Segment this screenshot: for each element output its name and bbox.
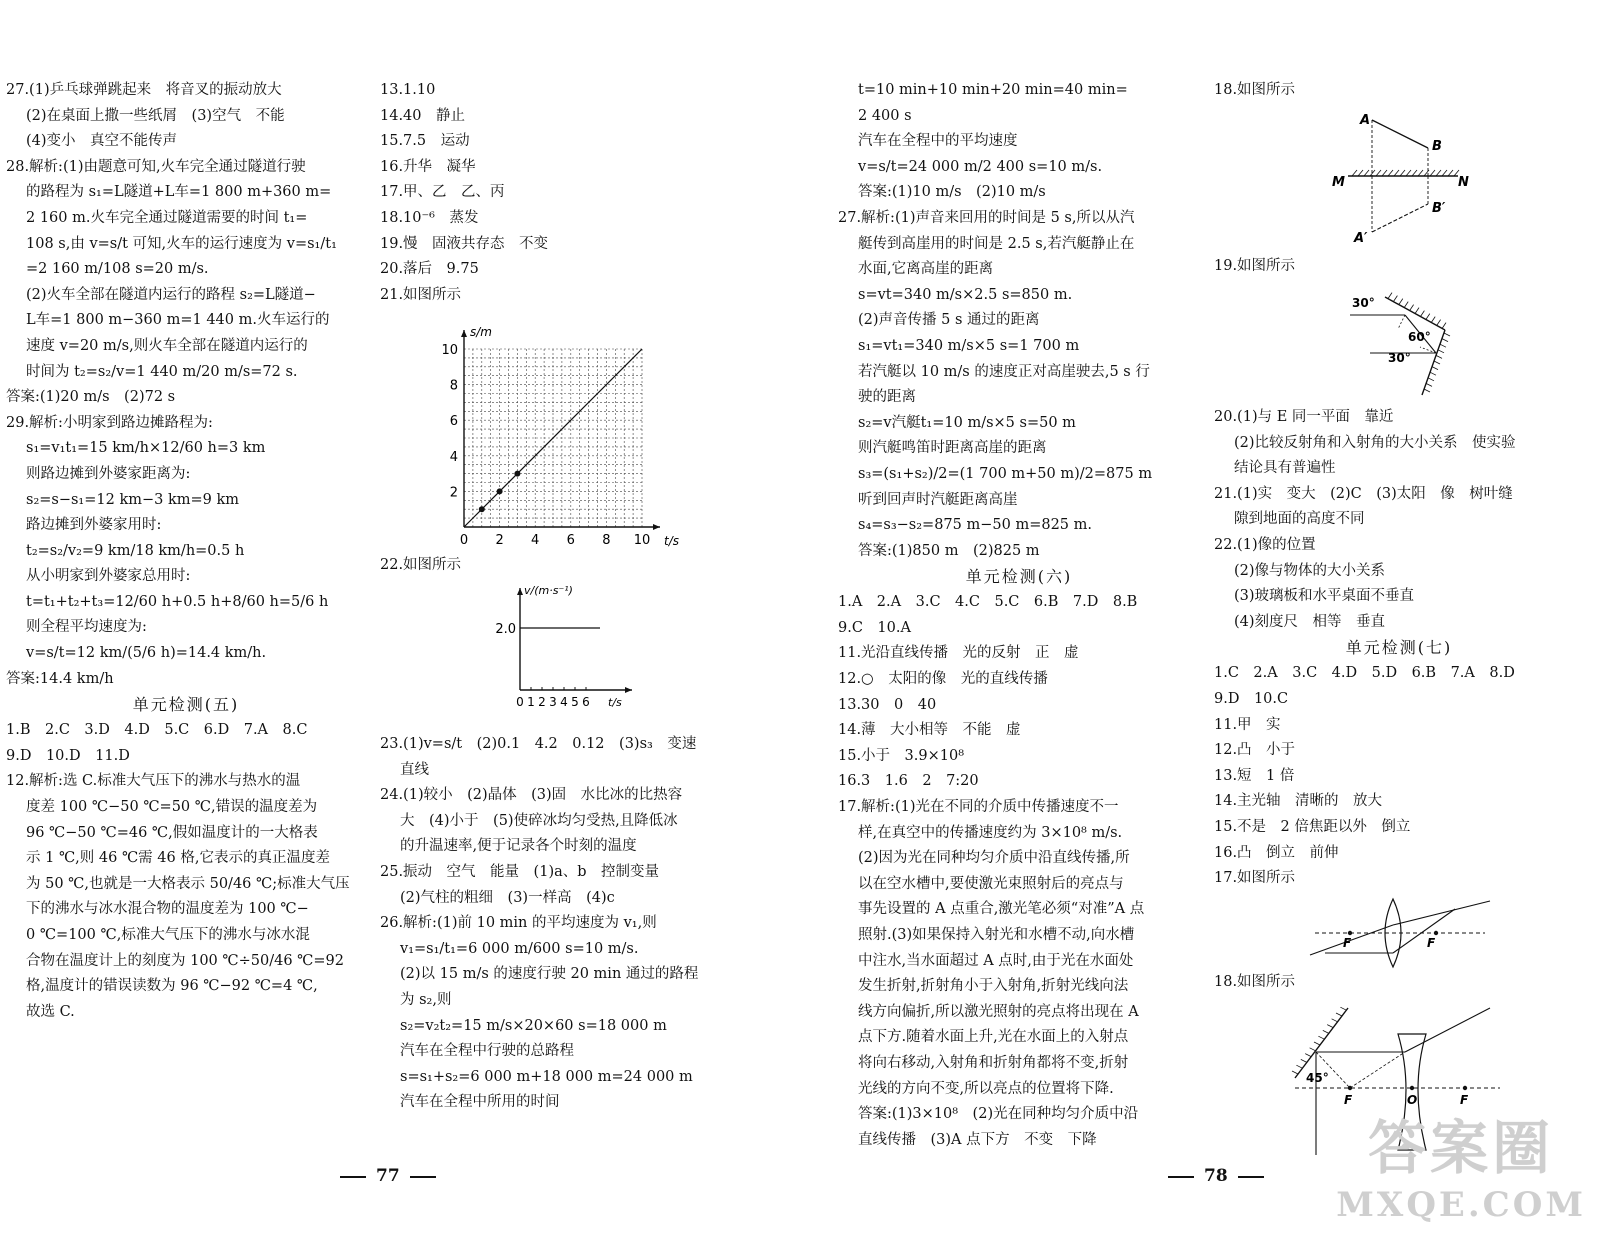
y-axis-arrow: [461, 330, 467, 337]
text-line: 答案:(1)20 m/s (2)72 s: [6, 389, 176, 406]
section-heading: 单元检测(七): [1345, 638, 1453, 658]
text-line: 发生折射,折射角小于入射角,折射光线向法: [858, 978, 1129, 995]
text-line: 结论具有普遍性: [1234, 460, 1336, 477]
data-point: [514, 471, 520, 477]
text-line: 22.如图所示: [380, 557, 462, 573]
center-label: O: [1407, 1093, 1418, 1107]
text-line: 11.光沿直线传播 光的反射 正 虚: [838, 645, 1079, 662]
focus-label: F: [1427, 936, 1436, 950]
text-line: 17.如图所示: [1214, 870, 1296, 887]
text-line: 答案:(1)10 m/s (2)10 m/s: [858, 184, 1046, 201]
text-line: 则汽艇鸣笛时距离高崖的距离: [858, 440, 1047, 457]
text-line: 29.解析:小明家到路边摊路程为:: [6, 414, 213, 431]
label-M: M: [1332, 175, 1345, 190]
text-line: 26.解析:(1)前 10 min 的平均速度为 v₁,则: [380, 915, 657, 932]
text-line: 样,在真空中的传播速度约为 3×10⁸ m/s.: [858, 824, 1123, 841]
text-line: 27.解析:(1)声音来回用的时间是 5 s,所以从汽: [838, 209, 1135, 226]
mirror-hatch: [1410, 305, 1414, 311]
text-line: 光线的方向不变,所以亮点的位置将下降.: [858, 1080, 1114, 1097]
text-line: 24.(1)较小 (2)晶体 (3)固 水比冰的比热容: [380, 787, 683, 804]
text-line: 的路程为 s₁=L隧道+L车=1 800 m+360 m=: [26, 184, 332, 201]
text-line: 将向右移动,入射角和折射角都将不变,折射: [858, 1054, 1129, 1071]
text-line: 速度 v=20 m/s,则火车全部在隧道内运行的: [26, 337, 308, 354]
text-line: 18.10⁻⁶ 蒸发: [380, 209, 479, 226]
text-line: 1.A 2.A 3.C 4.C 5.C 6.B 7.D 8.B: [838, 594, 1138, 611]
mirror-hatch: [1382, 170, 1387, 176]
page-number-78: 78: [1158, 1166, 1274, 1186]
x-tick-label: 8: [602, 533, 611, 548]
x-tick-label: 5: [571, 695, 579, 709]
focus-point: [1348, 931, 1352, 935]
text-line: L车=1 800 m−360 m=1 440 m.火车运行的: [26, 312, 330, 329]
ray-1-out: [1393, 901, 1490, 925]
text-line: 则路边摊到外婆家距离为:: [26, 465, 191, 482]
text-line: 的升温速率,便于记录各个时刻的温度: [400, 838, 637, 855]
text-line: 直线: [400, 761, 429, 778]
x-tick-label: 0: [459, 533, 469, 548]
label-B-prime: B′: [1432, 201, 1446, 216]
angle-label: 30°: [1388, 351, 1411, 365]
text-line: 事先设置的 A 点重合,激光笔必须“对准”A 点: [858, 901, 1145, 918]
focus-point: [1434, 931, 1438, 935]
mirror-hatch: [1426, 314, 1430, 320]
label-A: A: [1360, 113, 1371, 128]
mirror-hatch: [1340, 1007, 1346, 1010]
x-tick-label: 4: [531, 533, 540, 548]
text-line: 1.C 2.A 3.C 4.D 5.D 6.B 7.A 8.D: [1214, 665, 1515, 682]
mirror-hatch: [1444, 333, 1450, 336]
text-line: 则全程平均速度为:: [26, 619, 147, 636]
text-line: 水面,它离高崖的距离: [858, 261, 994, 278]
text-line: 艇传到高崖用的时间是 2.5 s,若汽艇静止在: [858, 235, 1135, 252]
text-line: 格,温度计的错误读数为 96 ℃−92 ℃=4 ℃,: [26, 978, 318, 995]
text-line: =2 160 m/108 s=20 m/s.: [26, 261, 209, 278]
text-line: 大 (4)小于 (5)使碎冰均匀受热,且降低冰: [400, 812, 678, 829]
text-line: 中注水,当水面超过 A 点时,由于光在水面处: [858, 952, 1134, 969]
mirror-hatch: [1420, 311, 1424, 317]
st-graph: [436, 322, 679, 554]
mirror-hatch: [1400, 170, 1405, 176]
mirror-hatch: [1394, 170, 1399, 176]
mirror-hatch: [1432, 367, 1438, 370]
text-line: 15.小于 3.9×10⁸: [838, 747, 965, 764]
text-line: 2 400 s: [858, 107, 912, 124]
section-heading: 单元检测(五): [132, 695, 240, 715]
text-line: s₁=vt₁=340 m/s×5 s=1 700 m: [858, 337, 1080, 354]
text-line: 16.升华 凝华: [380, 158, 476, 175]
mirror-hatch: [1442, 323, 1446, 329]
text-line: s₃=(s₁+s₂)/2=(1 700 m+50 m)/2=875 m: [858, 465, 1153, 482]
text-line: 从小明家到外婆家总用时:: [26, 568, 191, 585]
text-line: t₂=s₂/v₂=9 km/18 km/h=0.5 h: [26, 542, 245, 559]
convex-lens-figure: [1305, 895, 1495, 970]
text-line: 12.凸 小于: [1214, 742, 1296, 759]
text-line: 13.30 0 40: [838, 696, 937, 713]
text-line: (2)在桌面上撒一些纸屑 (3)空气 不能: [26, 107, 285, 124]
ray-2-out: [1393, 909, 1455, 953]
text-line: 点下方.随着水面上升,光在水面上的入射点: [858, 1029, 1129, 1046]
value-label: 2.0: [495, 622, 516, 637]
mirror-hatch: [1310, 1048, 1316, 1051]
text-line: 21.(1)实 变大 (2)C (3)太阳 像 树叶缝: [1214, 485, 1513, 502]
mirror-hatch: [1436, 170, 1441, 176]
text-line: v₁=s₁/t₁=6 000 m/600 s=10 m/s.: [400, 940, 639, 957]
text-line: 答案:(1)3×10⁸ (2)光在同种均匀介质中沿: [858, 1106, 1139, 1123]
y-tick-label: 10: [441, 343, 458, 358]
ray-1: [1310, 925, 1393, 955]
text-line: 20.(1)与 E 同一平面 靠近: [1214, 409, 1394, 425]
extension-line: [1350, 1052, 1405, 1088]
mirror-hatch: [1436, 355, 1442, 358]
text-line: s₁=v₁t₁=15 km/h×12/60 h=3 km: [26, 440, 266, 457]
text-line: 以在空水槽中,要使激光束照射后的亮点与: [858, 875, 1124, 892]
mirror-hatch: [1438, 350, 1444, 353]
text-line: 为 50 ℃,也就是一大格表示 50/46 ℃;标准大气压: [26, 875, 350, 892]
mirror-hatch: [1336, 1013, 1342, 1016]
text-line: 答案:(1)850 m (2)825 m: [858, 542, 1040, 559]
mirror-hatch: [1305, 1054, 1311, 1057]
text-line: 15.不是 2 倍焦距以外 倒立: [1214, 818, 1411, 835]
object-AB: [1372, 120, 1428, 148]
x-tick-label: 2: [495, 533, 504, 548]
text-line: 14.薄 大小相等 不能 虚: [838, 722, 1021, 739]
text-line: 若汽艇以 10 m/s 的速度正对高崖驶去,5 s 行: [858, 363, 1150, 380]
mirror-hatch: [1318, 1036, 1324, 1039]
focus-label: F: [1343, 936, 1352, 950]
text-line: s₂=s−s₁=12 km−3 km=9 km: [26, 491, 240, 508]
x-axis-label: t/s: [664, 534, 679, 548]
text-line: 22.(1)像的位置: [1214, 536, 1316, 553]
angle-label: 30°: [1352, 296, 1375, 310]
mirror-hatch: [1430, 372, 1436, 375]
mirror-hatch: [1431, 317, 1435, 323]
text-line: 下的沸水与冰水混合物的温度差为 100 ℃−: [26, 901, 309, 918]
text-line: s=vt=340 m/s×2.5 s=850 m.: [858, 286, 1073, 303]
text-line: s=s₁+s₂=6 000 m+18 000 m=24 000 m: [400, 1068, 693, 1085]
text-line: 108 s,由 v=s/t 可知,火车的运行速度为 v=s₁/t₁: [26, 235, 337, 252]
text-line: 时间为 t₂=s₂/v=1 440 m/20 m/s=72 s.: [26, 363, 298, 380]
text-line: 示 1 ℃,则 46 ℃需 46 格,它表示的真正温度差: [26, 850, 330, 867]
text-line: 16.凸 倒立 前伸: [1214, 844, 1339, 861]
text-line: s₂=v汽艇t₁=10 m/s×5 s=50 m: [858, 414, 1076, 431]
text-line: 9.C 10.A: [838, 619, 911, 636]
text-line: 1.B 2.C 3.D 4.D 5.C 6.D 7.A 8.C: [6, 722, 308, 739]
x-tick-label: 4: [560, 695, 568, 709]
p77-col1: [6, 78, 366, 1025]
plane-mirror-figure: [1330, 108, 1470, 250]
x-tick-label: 6: [566, 533, 575, 548]
watermark-logo: 答案圈 MXQE.COM: [1336, 1114, 1586, 1225]
x-tick-label: 1: [527, 695, 535, 709]
y-tick-label: 8: [449, 378, 458, 394]
angle-label: 60°: [1408, 330, 1431, 344]
p78-col4-b: [1214, 254, 1584, 280]
text-line: 16.3 1.6 2 7:20: [838, 773, 979, 790]
text-line: 23.(1)v=s/t (2)0.1 4.2 0.12 (3)s₃ 变速: [380, 736, 697, 752]
text-line: 路边摊到外婆家用时:: [26, 517, 162, 534]
optical-center: [1410, 1086, 1414, 1090]
text-line: 12.解析:选 C.标准大气压下的沸水与热水的温: [6, 773, 301, 790]
text-line: 27.(1)乒乓球弹跳起来 将音叉的振动放大: [6, 82, 282, 98]
text-line: (4)变小 真空不能传声: [26, 133, 178, 150]
mirror-hatch: [1301, 1059, 1307, 1062]
mirror-hatch: [1434, 361, 1440, 364]
text-line: (2)声音传播 5 s 通过的距离: [858, 312, 1040, 329]
y-axis-label: v/(m·s⁻¹): [524, 584, 573, 597]
text-line: 照射.(3)如果保持入射光和水槽不动,向水槽: [858, 927, 1135, 943]
text-line: 合物在温度计上的刻度为 100 ℃÷50/46 ℃=92: [26, 952, 344, 969]
data-point: [479, 506, 485, 512]
text-line: 9.D 10.D 11.D: [6, 747, 130, 764]
mirror-hatch: [1406, 170, 1411, 176]
p78-col4-c: [1214, 405, 1584, 892]
text-line: 直线传播 (3)A 点下方 不变 下降: [858, 1131, 1097, 1148]
mirror-hatch: [1323, 1030, 1329, 1033]
text-line: (4)刻度尺 相等 垂直: [1234, 613, 1386, 630]
text-line: 听到回声时汽艇距离高崖: [858, 491, 1018, 508]
x-tick-label: 2: [538, 695, 546, 709]
text-line: 14.40 静止: [380, 107, 466, 124]
text-line: (2)比较反射角和入射角的大小关系 使实验: [1234, 434, 1516, 451]
mirror-hatch: [1327, 1025, 1333, 1028]
p78-col4-d: [1214, 970, 1584, 996]
mirror-hatch: [1370, 170, 1375, 176]
mirror-hatch: [1292, 1071, 1298, 1074]
image-AB: [1372, 204, 1428, 232]
text-line: s₂=v₂t₂=15 m/s×20×60 s=18 000 m: [400, 1017, 667, 1034]
text-line: 9.D 10.C: [1214, 690, 1289, 707]
text-line: 2 160 m.火车完全通过隧道需要的时间 t₁=: [26, 209, 308, 226]
p78-col4-a: [1214, 78, 1584, 104]
text-line: v=s/t=24 000 m/2 400 s=10 m/s.: [858, 158, 1103, 175]
text-line: 18.如图所示: [1214, 974, 1296, 990]
text-line: 17.解析:(1)光在不同的介质中传播速度不一: [838, 799, 1119, 816]
data-point: [497, 488, 503, 494]
mirror-hatch: [1388, 293, 1392, 299]
x-axis-arrow: [625, 687, 632, 693]
text-line: s₄=s₃−s₂=875 m−50 m=825 m.: [858, 517, 1092, 534]
text-line: (3)玻璃板和水平桌面不垂直: [1234, 588, 1415, 605]
focus-point: [1463, 1086, 1467, 1090]
text-line: (2)因为光在同种均匀介质中沿直线传播,所: [858, 850, 1130, 867]
diverged-ray: [1405, 1008, 1490, 1052]
text-line: 汽车在全程中的平均速度: [858, 133, 1018, 150]
x-tick-label: 3: [549, 695, 557, 709]
x-tick-label: 6: [582, 695, 590, 709]
focus-point: [1348, 1086, 1352, 1090]
text-line: (2)火车全部在隧道内运行的路程 s₂=L隧道−: [26, 286, 316, 303]
p77-col2-bottom: [380, 732, 750, 1116]
x-tick-label: 0: [516, 695, 524, 709]
text-line: 隙到地面的高度不同: [1234, 511, 1365, 528]
mirror-hatch: [1332, 1019, 1338, 1022]
mirror-hatch: [1424, 389, 1430, 392]
y-tick-label: 6: [449, 414, 458, 430]
text-line: v=s/t=12 km/(5/6 h)=14.4 km/h.: [26, 645, 267, 662]
p77-col2-mid: [380, 553, 750, 579]
text-line: 汽车在全程中行驶的总路程: [400, 1043, 574, 1060]
text-line: 21.如图所示: [380, 286, 462, 303]
text-line: 18.如图所示: [1214, 82, 1296, 98]
text-line: 13.1.10: [380, 82, 436, 98]
y-tick-label: 4: [449, 449, 458, 465]
mirror-hatch: [1296, 1065, 1302, 1068]
text-line: 故选 C.: [26, 1003, 75, 1020]
mirror-hatch: [1448, 170, 1453, 176]
mirror-hatch: [1412, 170, 1417, 176]
mirror-hatch: [1376, 170, 1381, 176]
mirror-hatch: [1418, 170, 1423, 176]
two-mirrors-figure: [1350, 285, 1470, 400]
x-axis-arrow: [653, 524, 660, 530]
text-line: 28.解析:(1)由题意可知,火车完全通过隧道行驶: [6, 158, 306, 175]
mirror-hatch: [1399, 299, 1403, 305]
text-line: 线方向偏折,所以激光照射的亮点将出现在 A: [858, 1003, 1139, 1020]
p77-col2-top: [380, 78, 750, 308]
mirror-hatch: [1440, 344, 1446, 347]
plane-mirror: [1295, 1008, 1348, 1078]
text-line: t=t₁+t₂+t₃=12/60 h+0.5 h+8/60 h=5/6 h: [26, 593, 329, 610]
text-line: (2)气柱的粗细 (3)一样高 (4)c: [400, 889, 615, 906]
section-heading: 单元检测(六): [965, 567, 1073, 587]
x-tick-label: 10: [633, 533, 651, 548]
mirror-hatch: [1428, 378, 1434, 381]
mirror-hatch: [1442, 170, 1447, 176]
label-A-prime: A′: [1354, 231, 1368, 246]
text-line: 12.○ 太阳的像 光的直线传播: [838, 671, 1048, 688]
mirror-hatch: [1364, 170, 1369, 176]
text-line: 汽车在全程中所用的时间: [400, 1094, 560, 1111]
text-line: 14.主光轴 清晰的 放大: [1214, 793, 1383, 810]
x-axis-label: t/s: [608, 696, 622, 709]
vt-graph: [488, 580, 648, 715]
text-line: 0 ℃=100 ℃,标准大气压下的沸水与冰水混: [26, 927, 310, 943]
label-B: B: [1432, 139, 1442, 154]
y-axis-label: s/m: [470, 325, 492, 339]
text-line: t=10 min+10 min+20 min=40 min=: [858, 82, 1128, 98]
text-line: 答案:14.4 km/h: [6, 670, 114, 687]
text-line: 度差 100 ℃−50 ℃=50 ℃,错误的温度差为: [26, 799, 318, 816]
y-axis-arrow: [517, 588, 523, 595]
mirror-hatch: [1393, 296, 1397, 302]
text-line: 20.落后 9.75: [380, 261, 479, 278]
mirror-hatch: [1404, 302, 1408, 308]
p78-col3: [838, 78, 1200, 1153]
text-line: 为 s₂,则: [400, 991, 452, 1008]
mirror-hatch: [1415, 308, 1419, 314]
text-line: 11.甲 实: [1214, 716, 1281, 733]
text-line: (2)像与物体的大小关系: [1234, 562, 1386, 579]
text-line: 25.振动 空气 能量 (1)a、b 控制变量: [380, 863, 660, 880]
label-N: N: [1458, 175, 1469, 190]
text-line: 96 ℃−50 ℃=46 ℃,假如温度计的一大格表: [26, 824, 318, 841]
normal-1: [1398, 315, 1405, 329]
mirror-hatch: [1314, 1042, 1320, 1045]
mirror-hatch: [1358, 170, 1363, 176]
focus-label: F: [1344, 1093, 1353, 1107]
angle-label: 45°: [1306, 1071, 1329, 1085]
text-line: 19.如图所示: [1214, 258, 1296, 274]
y-tick-label: 2: [449, 485, 458, 501]
text-line: (2)以 15 m/s 的速度行驶 20 min 通过的路程: [400, 966, 699, 983]
text-line: 19.慢 固液共存态 不变: [380, 235, 549, 252]
mirror-hatch: [1426, 383, 1432, 386]
mirror-hatch: [1437, 320, 1441, 326]
focus-label: F: [1460, 1093, 1469, 1107]
mirror-hatch: [1430, 170, 1435, 176]
mirror-hatch: [1442, 339, 1448, 342]
text-line: 17.甲、乙 乙、丙: [380, 184, 505, 201]
mirror-hatch: [1352, 170, 1357, 176]
page-number-77: 77: [330, 1166, 446, 1186]
text-line: 13.短 1 倍: [1214, 767, 1295, 784]
mirror-hatch: [1388, 170, 1393, 176]
text-line: 15.7.5 运动: [380, 133, 470, 150]
text-line: 驶的距离: [858, 389, 916, 406]
